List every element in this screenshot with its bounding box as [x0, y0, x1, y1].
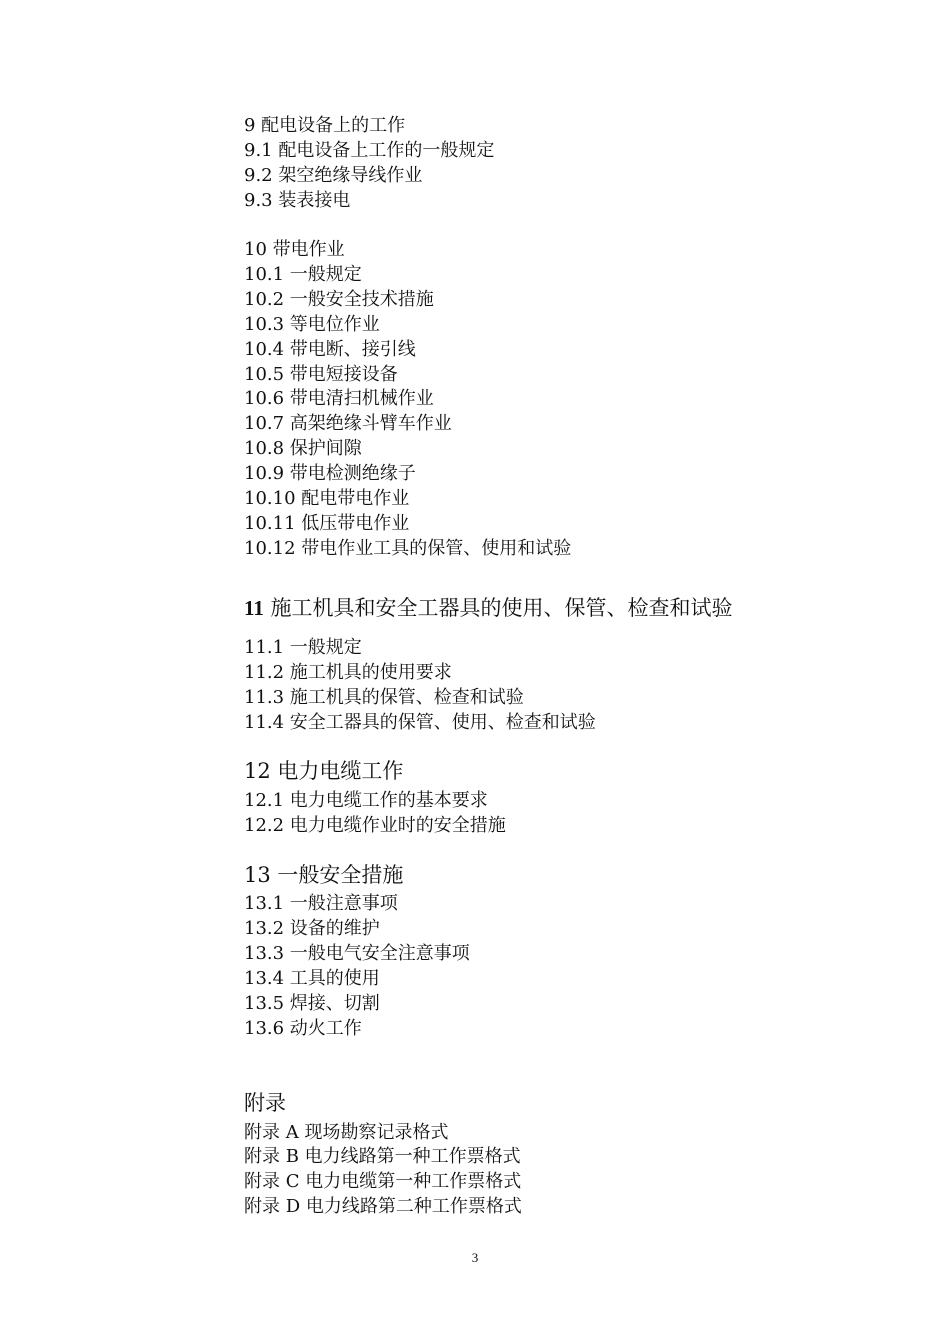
toc-entry: 11.4 安全工器具的保管、使用、检查和试验	[244, 712, 596, 733]
toc-entry: 9.3 装表接电	[244, 190, 351, 211]
section-11-title	[244, 596, 733, 620]
toc-entry: 11.2 施工机具的使用要求	[244, 662, 452, 683]
section-11-number: 11	[244, 596, 264, 620]
section-12-title: 12 电力电缆工作	[244, 759, 404, 783]
toc-entry: 13.5 焊接、切割	[244, 993, 380, 1014]
appendix-entry: 附录 A 现场勘察记录格式	[244, 1122, 449, 1143]
toc-entry: 10.11 低压带电作业	[244, 513, 410, 534]
toc-entry: 10.1 一般规定	[244, 264, 362, 285]
toc-entry: 10.9 带电检测绝缘子	[244, 463, 416, 484]
toc-entry: 10.7 高架绝缘斗臂车作业	[244, 413, 452, 434]
toc-entry: 11.1 一般规定	[244, 637, 362, 658]
appendix-title: 附录	[244, 1091, 286, 1115]
toc-entry: 9.1 配电设备上工作的一般规定	[244, 140, 495, 161]
toc-entry: 10.4 带电断、接引线	[244, 339, 416, 360]
toc-entry: 10.8 保护间隙	[244, 438, 362, 459]
appendix-entry: 附录 B 电力线路第一种工作票格式	[244, 1146, 521, 1167]
toc-entry: 10.3 等电位作业	[244, 314, 380, 335]
toc-entry: 13.2 设备的维护	[244, 918, 380, 939]
toc-entry: 10.5 带电短接设备	[244, 364, 398, 385]
toc-entry: 10.10 配电带电作业	[244, 488, 410, 509]
section-10-title: 10 带电作业	[244, 239, 345, 260]
toc-entry: 13.6 动火工作	[244, 1018, 362, 1039]
toc-entry: 11.3 施工机具的保管、检查和试验	[244, 687, 524, 708]
toc-entry: 13.3 一般电气安全注意事项	[244, 943, 470, 964]
page-number: 3	[471, 1250, 479, 1265]
toc-entry: 13.4 工具的使用	[244, 968, 380, 989]
toc-entry: 10.12 带电作业工具的保管、使用和试验	[244, 538, 572, 559]
toc-entry: 13.1 一般注意事项	[244, 893, 398, 914]
toc-entry: 10.2 一般安全技术措施	[244, 289, 434, 310]
toc-entry: 12.2 电力电缆作业时的安全措施	[244, 815, 506, 836]
section-13-title: 13 一般安全措施	[244, 863, 404, 887]
appendix-entry: 附录 D 电力线路第二种工作票格式	[244, 1196, 522, 1217]
section-11-text: 施工机具和安全工器具的使用、保管、检查和试验	[263, 596, 733, 620]
appendix-entry: 附录 C 电力电缆第一种工作票格式	[244, 1171, 522, 1192]
toc-entry: 12.1 电力电缆工作的基本要求	[244, 790, 488, 811]
toc-entry: 9.2 架空绝缘导线作业	[244, 165, 423, 186]
toc-entry: 10.6 带电清扫机械作业	[244, 388, 434, 409]
section-9-title: 9 配电设备上的工作	[244, 115, 406, 136]
